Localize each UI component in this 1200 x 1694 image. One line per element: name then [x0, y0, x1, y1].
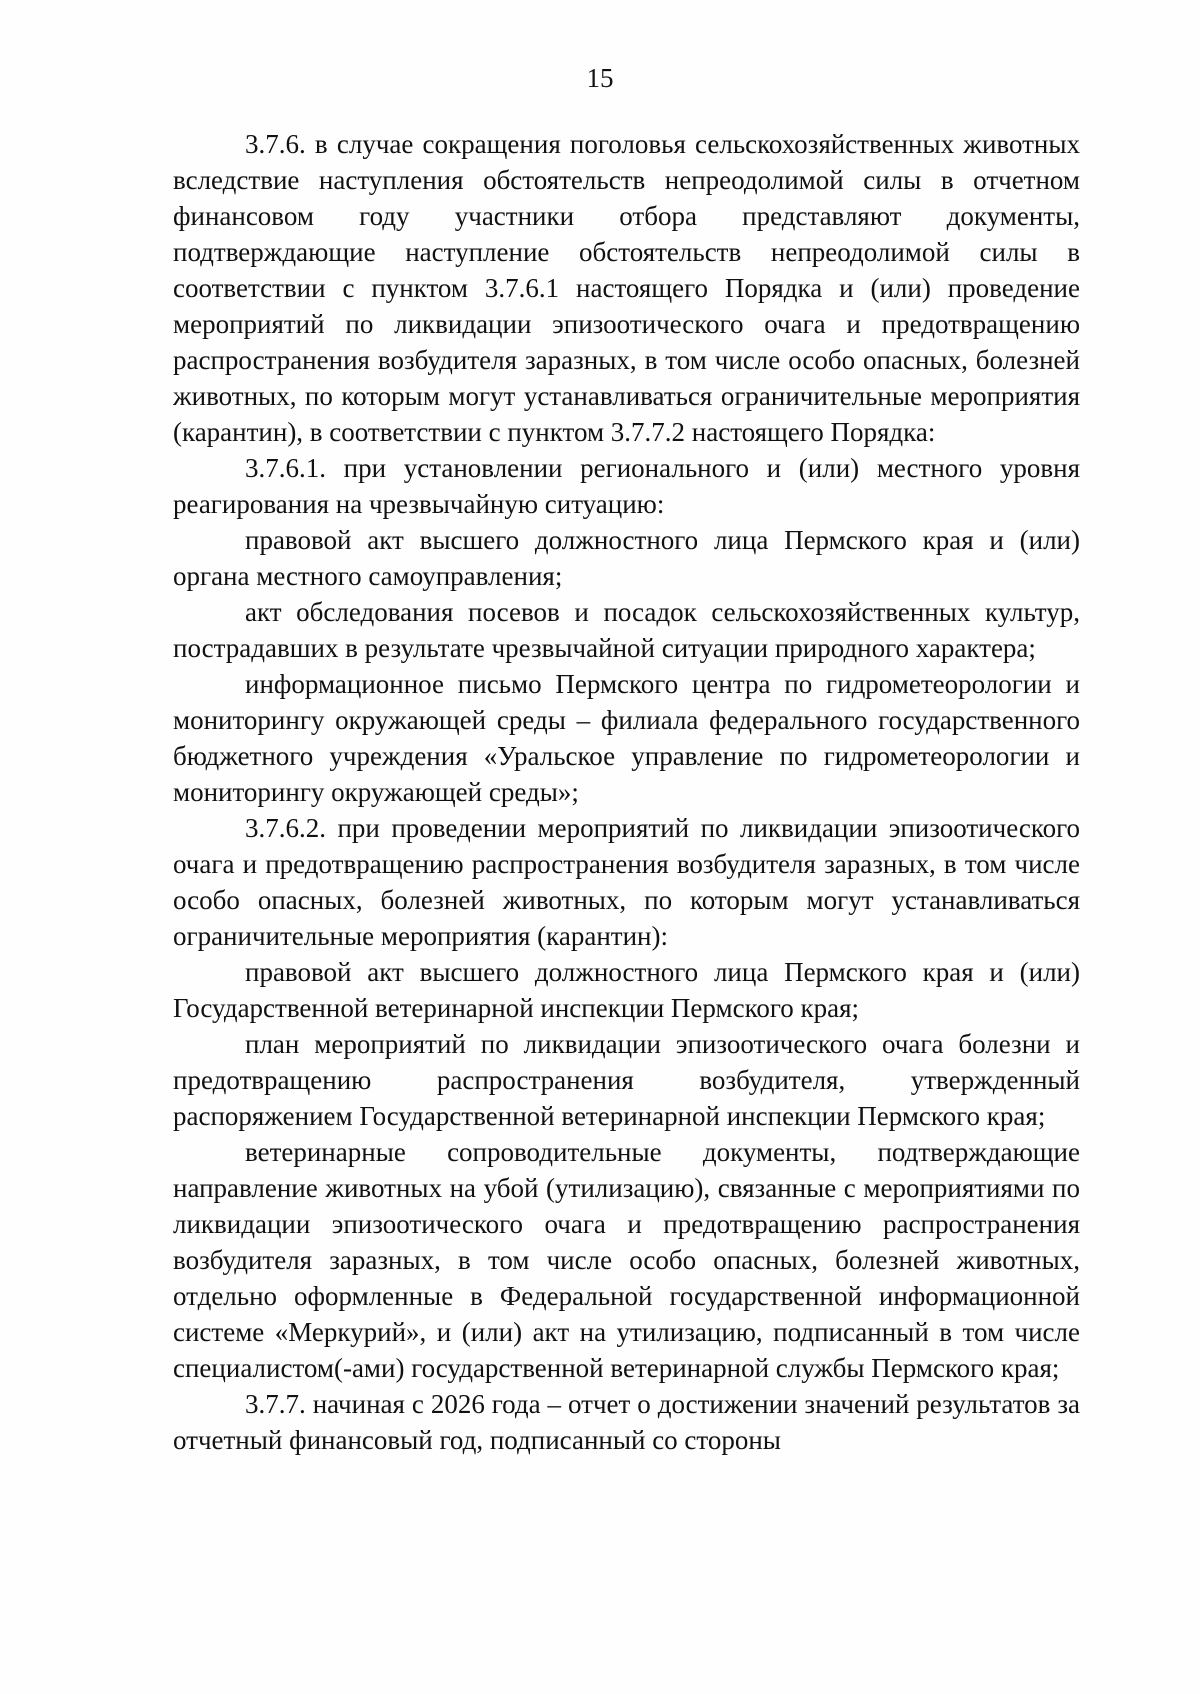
paragraph-3-7-7: 3.7.7. начиная с 2026 года – отчет о достижении значений результатов за отчетный финансовый год, подписанный со стороны — [173, 1389, 1080, 1455]
paragraph-vet-documents: ветеринарные сопроводительные документы, подтверждающие направление животных на убой (утилизацию), связанные с мероприятиями по ликвидации эпизоотического очага и предотвращению распространения возбудителя заразных, в том числе особо опасных, болезней животных, отдельно оформленные в Федеральной государственной информационной системе «Меркурий», и (или) акт на утилизацию, подписанный в том числе специалистом(-ами) государственной ветеринарной службы Пермского края; — [173, 1137, 1080, 1383]
paragraph-legal-act-governor: правовой акт высшего должностного лица Пермского края и (или) органа местного самоуправления; — [173, 525, 1080, 591]
paragraph-3-7-6-1: 3.7.6.1. при установлении регионального и (или) местного уровня реагирования на чрезвычайную ситуацию: — [173, 453, 1080, 519]
paragraph-legal-act-vet: правовой акт высшего должностного лица Пермского края и (или) Государственной ветеринарной инспекции Пермского края; — [173, 957, 1080, 1023]
paragraph-hydromet-letter: информационное письмо Пермского центра по гидрометеорологии и мониторингу окружающей среды – филиала федерального государственного бюджетного учреждения «Уральское управление по гидрометеорологии и мониторингу окружающей среды»; — [173, 669, 1080, 807]
paragraph-eradication-plan: план мероприятий по ликвидации эпизоотического очага болезни и предотвращению распространения возбудителя, утвержденный распоряжением Государственной ветеринарной инспекции Пермского края; — [173, 1029, 1080, 1131]
page-number: 15 — [586, 63, 614, 93]
document-body — [173, 126, 1080, 1458]
paragraph-crop-survey-act: акт обследования посевов и посадок сельскохозяйственных культур, пострадавших в результате чрезвычайной ситуации природного характера; — [173, 597, 1080, 663]
paragraph-3-7-6-2: 3.7.6.2. при проведении мероприятий по ликвидации эпизоотического очага и предотвращению распространения возбудителя заразных, в том числе особо опасных, болезней животных, по которым могут устанавливаться ограничительные мероприятия (карантин): — [173, 813, 1080, 951]
paragraph-3-7-6: 3.7.6. в случае сокращения поголовья сельскохозяйственных животных вследствие наступления обстоятельств непреодолимой силы в отчетном финансовом году участники отбора представляют документы, подтверждающие наступление обстоятельств непреодолимой силы в соответствии с пунктом 3.7.6.1 настоящего Порядка и (или) проведение мероприятий по ликвидации эпизоотического очага и предотвращению распространения возбудителя заразных, в том числе особо опасных, болезней животных, по которым могут устанавливаться ограничительные мероприятия (карантин), в соответствии с пунктом 3.7.7.2 настоящего Порядка: — [173, 129, 1080, 447]
